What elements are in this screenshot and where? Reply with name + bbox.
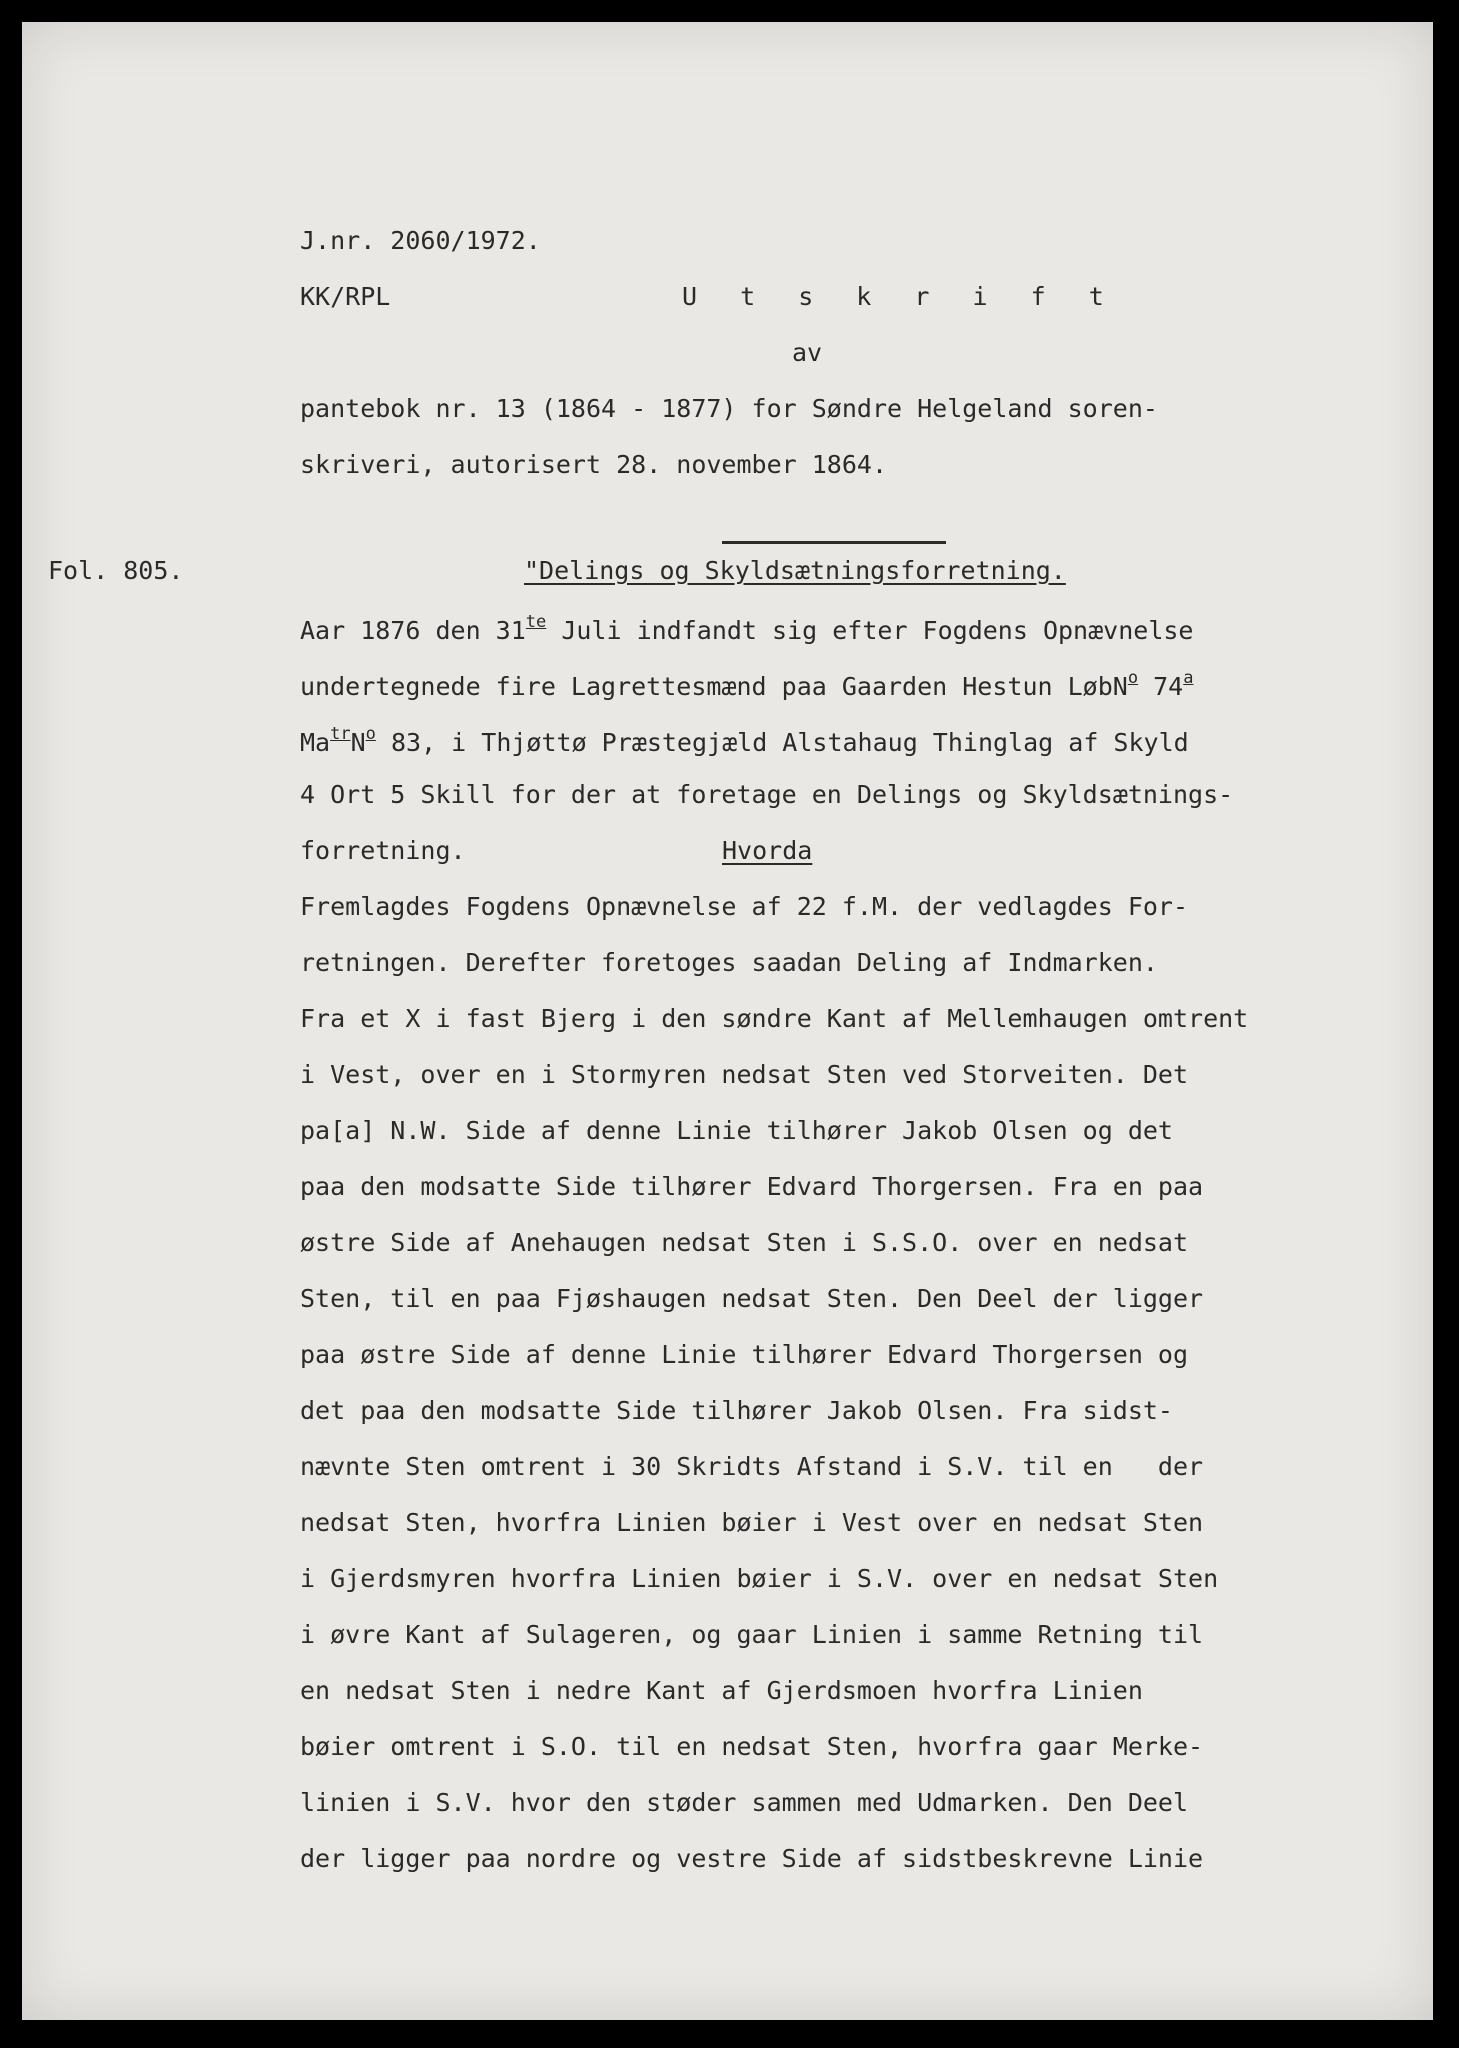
body-line-16: nævnte Sten omtrent i 30 Skridts Afstand i S.V. til en der (300, 1452, 1204, 1481)
folio-number: Fol. 805. (48, 556, 184, 585)
body-line-15: det paa den modsatte Side tilhører Jakob Olsen. Fra sidst- (300, 1396, 1173, 1425)
journal-number: J.nr. 2060/1972. (300, 226, 541, 255)
body-line-1: Aar 1876 den $31^{te}$ Juli indfandt sig efter Fogdens Opnævnelse (300, 612, 1194, 645)
source-line-2: skriveri, autorisert 28. november 1864. (300, 450, 887, 479)
separator-rule (722, 541, 946, 544)
section-title: "Delings og Skyldsætningsforretning. (524, 556, 1066, 585)
body-line-18: i Gjerdsmyren hvorfra Linien bøier i S.V. over en nedsat Sten (300, 1564, 1219, 1593)
body-line-12: østre Side af Anehaugen nedsat Sten i S.S.O. over en nedsat (300, 1228, 1189, 1257)
body-line-13: Sten, til en paa Fjøshaugen nedsat Sten. Den Deel der ligger (300, 1284, 1204, 1313)
source-line-1: pantebok nr. 13 (1864 - 1877) for Søndre Helgeland soren- (300, 394, 1158, 423)
document-title: U t s k r i f t (682, 282, 1118, 311)
body-line-20: en nedsat Sten i nedre Kant af Gjerdsmoen hvorfra Linien (300, 1676, 1143, 1705)
title-av: av (792, 338, 823, 367)
body-line-23: der ligger paa nordre og vestre Side af sidstbeskrevne Linie (300, 1844, 1204, 1873)
body-line-14: paa østre Side af denne Linie tilhører Edvard Thorgersen og (300, 1340, 1189, 1369)
body-line-3: $Ma^{tr}N^o$ 83, i Thjøttø Præstegjæld Alstahaug Thinglag af Skyld (300, 724, 1189, 757)
body-line-17: nedsat Sten, hvorfra Linien bøier i Vest over en nedsat Sten (300, 1508, 1204, 1537)
body-line-4: 4 Ort 5 Skill for der at foretage en Delings og Skyldsætnings- (300, 780, 1234, 809)
hvorda-heading: Hvorda (722, 836, 813, 865)
initials: KK/RPL (300, 282, 391, 311)
body-line-10: pa[a] N.W. Side af denne Linie tilhører Jakob Olsen og det (300, 1116, 1173, 1145)
body-line-21: bøier omtrent i S.O. til en nedsat Sten, hvorfra gaar Merke- (300, 1732, 1204, 1761)
body-line-11: paa den modsatte Side tilhører Edvard Thorgersen. Fra en paa (300, 1172, 1204, 1201)
body-line-7: retningen. Derefter foretoges saadan Deling af Indmarken. (300, 948, 1158, 977)
body-line-19: i øvre Kant af Sulageren, og gaar Linien i samme Retning til (300, 1620, 1204, 1649)
body-line-9: i Vest, over en i Stormyren nedsat Sten ved Storveiten. Det (300, 1060, 1189, 1089)
body-line-2: undertegnede fire Lagrettesmænd paa Gaarden Hestun LøbN$^o$ 74$^a$ (300, 668, 1194, 701)
document-page (22, 22, 1433, 2020)
body-line-6: Fremlagdes Fogdens Opnævnelse af 22 f.M. der vedlagdes For- (300, 892, 1189, 921)
body-line-8: Fra et X i fast Bjerg i den søndre Kant af Mellemhaugen omtrent (300, 1004, 1249, 1033)
body-line-5: forretning. (300, 836, 466, 865)
body-line-22: linien i S.V. hvor den støder sammen med Udmarken. Den Deel (300, 1788, 1189, 1817)
